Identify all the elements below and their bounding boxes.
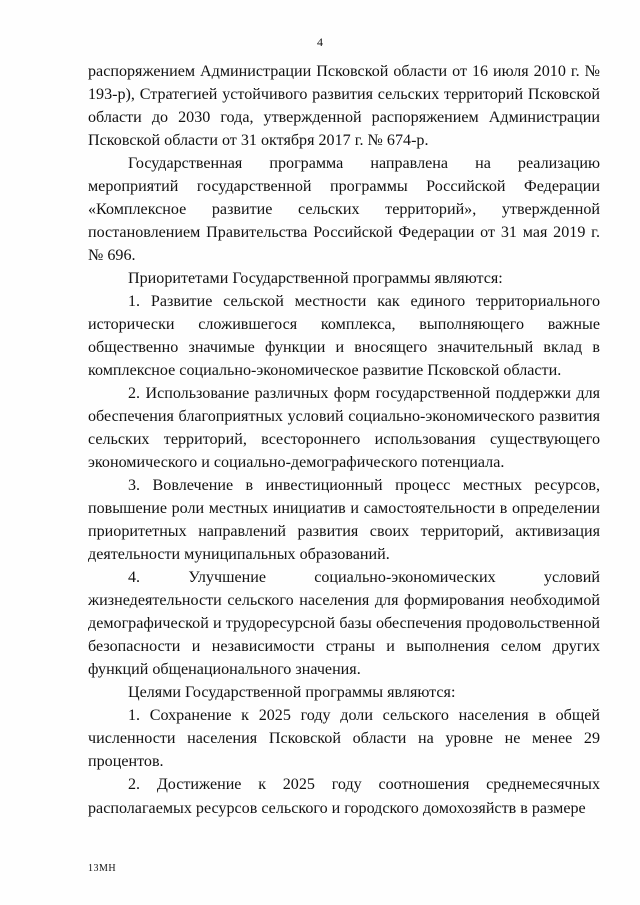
document-body bbox=[88, 60, 600, 820]
page-number: 4 bbox=[317, 35, 323, 49]
paragraph: 4. Улучшение социально-экономических условий жизнедеятельности сельского населения для формирования необходимой демографической и трудоресурсной базы обеспечения продовольственной безопасности и независимости страны и выполнения селом других функций общенационального значения. bbox=[88, 569, 600, 679]
paragraph: Приоритетами Государственной программы являются: bbox=[128, 270, 503, 288]
paragraph: 3. Вовлечение в инвестиционный процесс местных ресурсов, повышение роли местных инициатив и самостоятельности в определении приоритетных направлений развития своих территорий, активизация деятельности муниципальных образований. bbox=[88, 477, 600, 564]
paragraph: Целями Государственной программы являются: bbox=[128, 684, 456, 702]
paragraph: 1. Развитие сельской местности как единого территориального исторически сложившегося комплекса, выполняющего важные общественно значимые функции и вносящего значительный вклад в комплексное социально-экономическое развитие Псковской области. bbox=[88, 293, 600, 380]
paragraph: распоряжением Администрации Псковской области от 16 июля 2010 г. № 193-р), Стратегией устойчивого развития сельских территорий Псковской области до 2030 года, утвержденной распоряжением Администрации Псковской области от 31 октября 2017 г. № 674-р. bbox=[88, 63, 600, 150]
footer-code: 13МН bbox=[88, 863, 117, 874]
paragraph: Государственная программа направлена на реализацию мероприятий государственной программы Российской Федерации «Комплексное развитие сельских территорий», утвержденной постановлением Правительства Российской Федерации от 31 мая 2019 г. № 696. bbox=[88, 155, 600, 265]
paragraph: 2. Достижение к 2025 году соотношения среднемесячных располагаемых ресурсов сельского и городского домохозяйств в размере bbox=[88, 776, 600, 817]
paragraph: 1. Сохранение к 2025 году доли сельского населения в общей численности населения Псковской области на уровне не менее 29 процентов. bbox=[88, 707, 600, 771]
paragraph: 2. Использование различных форм государственной поддержки для обеспечения благоприятных условий социально-экономического развития сельских территорий, всестороннего использования существующего экономического и социально-демографического потенциала. bbox=[88, 385, 600, 472]
